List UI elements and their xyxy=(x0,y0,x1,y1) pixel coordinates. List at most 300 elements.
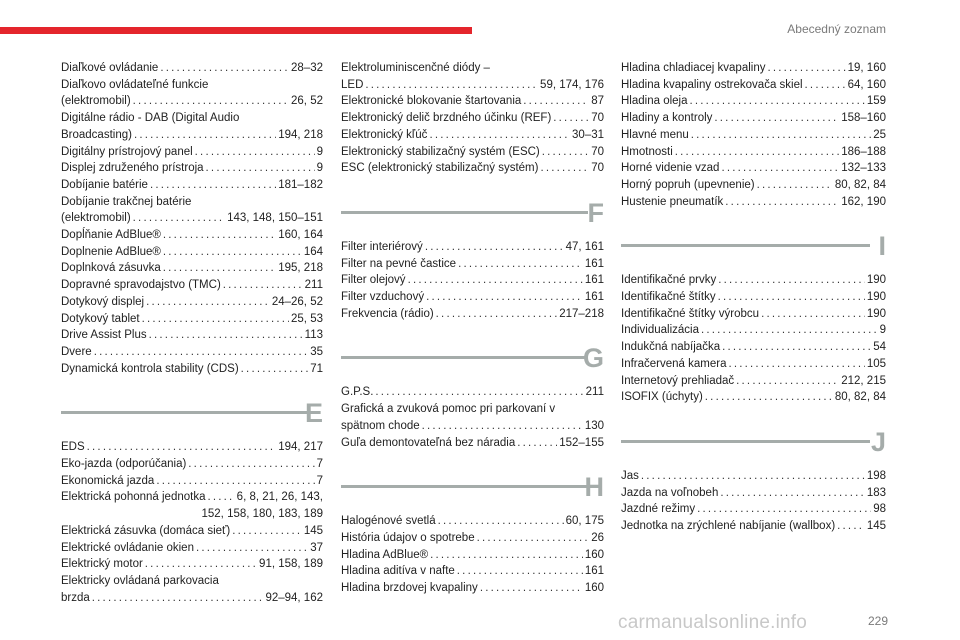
index-entry-row xyxy=(621,289,886,306)
index-entry-row xyxy=(341,530,604,547)
index-entry-pages: 130 xyxy=(584,419,604,432)
index-entry-row xyxy=(61,93,323,110)
index-entry-row xyxy=(341,435,604,452)
index-entry xyxy=(341,93,604,110)
index-entry-row xyxy=(61,540,323,557)
index-entry-row xyxy=(61,473,323,490)
index-entry xyxy=(61,489,323,522)
dot-leader xyxy=(736,373,839,390)
index-entry-row xyxy=(621,501,886,518)
index-entry-pages: 37 xyxy=(310,541,323,554)
dot-leader xyxy=(805,77,846,94)
index-entry-term: Hladina AdBlue® xyxy=(341,548,429,561)
index-entry-row xyxy=(61,227,323,244)
dot-leader xyxy=(725,194,839,211)
index-entry-pages: 71 xyxy=(310,362,323,375)
index-entry-pages: 194, 218 xyxy=(278,128,323,141)
index-entry-pages: 26, 52 xyxy=(291,95,323,108)
index-entry-pages: 160, 164 xyxy=(278,229,323,242)
section-letter-i: I xyxy=(878,231,886,262)
section-header-e xyxy=(61,399,323,449)
dot-leader xyxy=(163,227,276,244)
dot-leader xyxy=(208,489,235,506)
entries-h-cont xyxy=(621,60,886,210)
index-entry xyxy=(621,322,886,339)
index-entry-row xyxy=(621,144,886,161)
index-entry xyxy=(621,501,886,518)
index-entry-row xyxy=(621,373,886,390)
accent-bar xyxy=(0,27,472,34)
section-header-i xyxy=(621,232,886,282)
index-entry-row xyxy=(341,77,604,94)
dot-leader xyxy=(223,277,303,294)
index-entry-pages: 190 xyxy=(866,291,886,304)
section-header-j xyxy=(621,428,886,478)
dot-leader xyxy=(163,260,277,277)
index-entry-row xyxy=(61,294,323,311)
index-entry-term: Hladina brzdovej kvapaliny xyxy=(341,582,478,595)
page-header-title: Abecedný zoznam xyxy=(787,22,886,36)
section-letter-g: G xyxy=(582,343,604,374)
index-entry xyxy=(61,361,323,378)
dot-leader xyxy=(697,501,871,518)
index-entry xyxy=(621,389,886,406)
index-entry-term: Diaľkové ovládanie xyxy=(61,62,159,74)
index-entry-term: Drive Assist Plus xyxy=(61,329,147,342)
index-entry-term: Hladina kvapaliny ostrekovača skiel xyxy=(621,78,803,91)
index-entry-term: Jazda na voľnobeh xyxy=(621,486,719,499)
index-entry-row xyxy=(621,339,886,356)
dot-leader xyxy=(761,306,865,323)
dot-leader xyxy=(188,456,314,473)
index-entry-row xyxy=(621,160,886,177)
section-header-f xyxy=(341,199,604,249)
index-entry-pages: 59, 174, 176 xyxy=(540,78,604,91)
dot-leader xyxy=(767,60,845,77)
index-entry-row xyxy=(341,272,604,289)
index-entry-pages: 198 xyxy=(866,469,886,482)
index-entry-row xyxy=(341,306,604,323)
dot-leader xyxy=(714,110,839,127)
index-entry xyxy=(61,244,323,261)
entries-h xyxy=(341,513,604,597)
section-letter-f: F xyxy=(587,197,604,228)
index-entry-term: Elektrický motor xyxy=(61,558,143,571)
dot-leader xyxy=(523,93,589,110)
index-entry xyxy=(61,523,323,540)
index-entry-pages: 9 xyxy=(316,145,323,158)
index-entry xyxy=(621,144,886,161)
dot-leader xyxy=(146,294,270,311)
index-entry-pages: 98 xyxy=(873,503,886,516)
index-entry-heading: Digitálne rádio - DAB (Digital Audio xyxy=(61,112,240,125)
index-entry xyxy=(61,227,323,244)
index-entry-pages: 159 xyxy=(866,95,886,108)
index-entry-row xyxy=(61,277,323,294)
index-entry xyxy=(621,177,886,194)
dot-leader xyxy=(720,485,864,502)
index-entry-pages: 160 xyxy=(584,582,604,595)
index-entry xyxy=(61,260,323,277)
index-entry-term: Filter vzduchový xyxy=(341,291,425,304)
dot-leader xyxy=(142,311,289,328)
index-entry-row xyxy=(621,389,886,406)
index-entry-row xyxy=(341,127,604,144)
index-entry-row xyxy=(61,456,323,473)
index-entry-row xyxy=(341,289,604,306)
index-entry-term: Elektrické ovládanie okien xyxy=(61,541,194,554)
index-entry xyxy=(621,110,886,127)
dot-leader xyxy=(480,580,583,597)
index-entry-row xyxy=(61,144,323,161)
index-entry-pages: 113 xyxy=(304,329,323,342)
dot-leader xyxy=(133,93,289,110)
index-entry-term: Elektrická zásuvka (domáca sieť) xyxy=(61,524,231,537)
index-entry-term: Elektronický delič brzdného účinku (REF) xyxy=(341,112,552,125)
index-entry xyxy=(341,256,604,273)
index-entry-pages: 211 xyxy=(304,279,323,292)
index-entry xyxy=(341,435,604,452)
index-entry-term: Hustenie pneumatík xyxy=(621,195,724,208)
index-entry-heading: Elektricky ovládaná parkovacia xyxy=(61,574,219,587)
index-entry-pages: 217–218 xyxy=(559,307,604,320)
index-entry-pages: 6, 8, 21, 26, 143, xyxy=(236,491,323,504)
page-number: 229 xyxy=(867,614,888,628)
index-entry-pages: 160 xyxy=(584,548,604,561)
index-entry-term: Infračervená kamera xyxy=(621,357,727,370)
index-entry-pages: 152–155 xyxy=(559,436,604,449)
index-entry-row xyxy=(341,160,604,177)
index-entry xyxy=(61,194,323,227)
index-entry-pages: 212, 215 xyxy=(841,374,886,387)
index-entry-term: Elektronický stabilizačný systém (ESC) xyxy=(341,145,540,158)
dot-leader xyxy=(206,160,315,177)
index-entry-pages: 190 xyxy=(866,274,886,287)
index-entry-term: Hladiny a kontroly xyxy=(621,112,713,125)
index-entry-term: Hladina aditíva v nafte xyxy=(341,565,455,578)
dot-leader xyxy=(134,127,276,144)
index-entry-pages: 28–32 xyxy=(291,62,323,74)
index-entry xyxy=(621,485,886,502)
dot-leader xyxy=(705,389,833,406)
index-entry-heading: Dobíjanie trakčnej batérie xyxy=(61,195,192,208)
dot-leader xyxy=(94,344,309,361)
index-entry-pages: 80, 82, 84 xyxy=(834,391,886,404)
index-entry-pages: 143, 148, 150–151 xyxy=(227,212,323,225)
index-entry-row xyxy=(621,110,886,127)
index-entry-term: Hmotnosti xyxy=(621,145,673,158)
dot-leader xyxy=(195,144,315,161)
index-entry-term: Elektronické blokovanie štartovania xyxy=(341,95,522,108)
index-entry-term: Dynamická kontrola stability (CDS) xyxy=(61,362,239,375)
index-entry xyxy=(341,110,604,127)
index-entry xyxy=(341,547,604,564)
index-entry-term: Hladina chladiacej kvapaliny xyxy=(621,62,766,74)
dot-leader xyxy=(429,127,570,144)
section-rule xyxy=(621,440,870,443)
dot-leader xyxy=(837,518,865,535)
dot-leader xyxy=(477,530,590,547)
index-column-1 xyxy=(61,60,323,606)
index-entry xyxy=(341,563,604,580)
dot-leader xyxy=(133,210,225,227)
index-entry xyxy=(621,93,886,110)
index-entry-pages: 54 xyxy=(873,341,886,354)
dot-leader xyxy=(365,77,538,94)
dot-leader xyxy=(517,435,557,452)
index-entry-term: brzda xyxy=(61,591,90,604)
index-entry xyxy=(61,60,323,77)
index-entry xyxy=(61,294,323,311)
index-entry xyxy=(61,144,323,161)
index-entry-term: G.P.S. xyxy=(341,386,374,399)
entries-j xyxy=(621,468,886,535)
index-entry-row xyxy=(61,344,323,361)
index-entry-pages: 9 xyxy=(879,324,886,337)
index-entry xyxy=(341,530,604,547)
index-entry-row xyxy=(341,93,604,110)
dot-leader xyxy=(458,256,583,273)
index-entry-row xyxy=(61,260,323,277)
index-entry-pages: 9 xyxy=(316,162,323,175)
index-entry-pages: 181–182 xyxy=(278,178,323,191)
index-entry-row xyxy=(621,60,886,77)
index-entry-term: Broadcasting) xyxy=(61,128,132,141)
entries-g xyxy=(341,384,604,451)
index-entry-term: Hlavné menu xyxy=(621,128,689,141)
index-entry-pages: 183 xyxy=(866,486,886,499)
index-entry xyxy=(61,344,323,361)
dot-leader xyxy=(232,523,302,540)
index-entry-row xyxy=(621,306,886,323)
dot-leader xyxy=(426,289,583,306)
dot-leader xyxy=(196,540,308,557)
index-entry xyxy=(61,160,323,177)
index-entry xyxy=(61,77,323,110)
index-entry-term: Dopravné spravodajstvo (TMC) xyxy=(61,279,221,292)
index-entry-term: Filter interiérový xyxy=(341,240,423,253)
index-entry-pages: 145 xyxy=(866,520,886,533)
index-entry-row xyxy=(621,77,886,94)
index-entry-pages: 190 xyxy=(866,307,886,320)
index-entry-pages: 92–94, 162 xyxy=(265,591,323,604)
index-entry-term: EDS xyxy=(61,441,85,454)
index-entry-term: Jas xyxy=(621,469,639,482)
index-entry xyxy=(61,556,323,573)
dot-leader xyxy=(156,473,314,490)
section-letter-h: H xyxy=(584,472,604,503)
dot-leader xyxy=(691,127,871,144)
index-entry-row xyxy=(61,127,323,144)
index-entry-pages: 64, 160 xyxy=(847,78,886,91)
index-entry-pages: 70 xyxy=(591,145,604,158)
index-entry-pages: 161 xyxy=(584,291,604,304)
index-entry-pages: 161 xyxy=(584,565,604,578)
index-entry-term: (elektromobil) xyxy=(61,212,131,225)
entries-e-cont xyxy=(341,60,604,177)
entries-f xyxy=(341,239,604,323)
dot-leader xyxy=(150,177,276,194)
index-entry-row xyxy=(621,485,886,502)
index-entry-term: Elektronický kľúč xyxy=(341,128,428,141)
entries-e xyxy=(61,439,323,606)
dot-leader xyxy=(457,563,583,580)
section-rule xyxy=(341,485,588,488)
section-letter-j: J xyxy=(870,426,886,457)
index-entry-row xyxy=(621,518,886,535)
index-entry-pages: 158–160 xyxy=(841,112,886,125)
index-entry-row xyxy=(61,244,323,261)
index-entry-term: Individualizácia xyxy=(621,324,699,337)
index-entry-term: Identifikačné štítky xyxy=(621,291,716,304)
index-entry-term: ESC (elektronický stabilizačný systém) xyxy=(341,162,539,175)
index-entry-pages: 19, 160 xyxy=(847,62,886,74)
index-entry xyxy=(341,580,604,597)
index-entry xyxy=(61,573,323,606)
index-entry-pages: 80, 82, 84 xyxy=(834,178,886,191)
index-entry xyxy=(341,160,604,177)
index-entry-pages: 26 xyxy=(591,531,604,544)
index-entry-pages: 7 xyxy=(316,458,323,471)
index-entry-term: Dopĺňanie AdBlue® xyxy=(61,229,161,242)
index-entry-pages: 87 xyxy=(591,95,604,108)
index-entry-row xyxy=(621,93,886,110)
index-entry-row xyxy=(341,256,604,273)
index-entry xyxy=(621,306,886,323)
index-entry-term: Filter olejový xyxy=(341,274,406,287)
index-entry xyxy=(621,339,886,356)
index-entry-pages: 162, 190 xyxy=(841,195,886,208)
index-entry-term: ISOFIX (úchyty) xyxy=(621,391,703,404)
index-entry xyxy=(61,311,323,328)
index-entry-row xyxy=(61,177,323,194)
index-entry xyxy=(61,456,323,473)
index-entry xyxy=(621,194,886,211)
index-entry-term: Indukčná nabíjačka xyxy=(621,341,721,354)
index-entry-term: Hladina oleja xyxy=(621,95,688,108)
index-entry-pages: 161 xyxy=(584,274,604,287)
dot-leader xyxy=(430,547,583,564)
index-entry xyxy=(341,289,604,306)
index-entry-term: História údajov o spotrebe xyxy=(341,531,475,544)
index-entry xyxy=(341,306,604,323)
index-entry xyxy=(621,60,886,77)
index-entry xyxy=(341,60,604,93)
index-entry xyxy=(621,356,886,373)
index-entry-term: Filter na pevné častice xyxy=(341,257,457,270)
index-entry-pages: 195, 218 xyxy=(278,262,323,275)
index-entry xyxy=(621,289,886,306)
index-entry-term: Elektrická pohonná jednotka xyxy=(61,491,206,504)
index-entry-row xyxy=(61,160,323,177)
index-entry xyxy=(61,540,323,557)
dot-leader xyxy=(675,144,839,161)
index-entry-pages: 194, 217 xyxy=(278,441,323,454)
index-entry-term: Jazdné režimy xyxy=(621,503,696,516)
index-column-3 xyxy=(621,60,886,535)
index-entry-term: Horné videnie vzad xyxy=(621,162,720,175)
section-header-h xyxy=(341,473,604,523)
dot-leader xyxy=(149,327,303,344)
index-entry-pages: 186–188 xyxy=(841,145,886,158)
dot-leader xyxy=(542,144,589,161)
dot-leader xyxy=(241,361,309,378)
index-entry-row xyxy=(621,127,886,144)
index-entry-heading: Diaľkovo ovládateľné funkcie xyxy=(61,78,209,91)
index-entry-heading: Elektroluminiscenčné diódy – xyxy=(341,62,490,74)
watermark: carmanualsonline.info xyxy=(618,612,808,633)
index-entry-pages: 161 xyxy=(584,257,604,270)
index-column-2 xyxy=(341,60,604,597)
index-entry-row xyxy=(341,110,604,127)
dot-leader xyxy=(540,160,589,177)
index-entry-row xyxy=(61,523,323,540)
index-entry-row xyxy=(61,327,323,344)
dot-leader xyxy=(163,244,302,261)
index-entry-term: spätnom chode xyxy=(341,419,420,432)
index-entry xyxy=(621,373,886,390)
index-entry-row xyxy=(61,489,323,506)
index-entry-pages: 211 xyxy=(585,386,604,399)
dot-leader xyxy=(408,272,583,289)
index-entry-term: Eko-jazda (odporúčania) xyxy=(61,458,187,471)
index-entry-term: Doplnenie AdBlue® xyxy=(61,245,161,258)
index-entry-pages: 105 xyxy=(866,357,886,370)
dot-leader xyxy=(145,556,257,573)
entries-i xyxy=(621,272,886,406)
index-entry xyxy=(341,401,604,434)
index-entry xyxy=(61,177,323,194)
dot-leader xyxy=(721,160,839,177)
index-entry-row xyxy=(341,547,604,564)
dot-leader xyxy=(422,418,583,435)
index-entry-pages-continued: 152, 158, 180, 183, 189 xyxy=(201,508,323,521)
index-entry xyxy=(61,277,323,294)
index-entry-row xyxy=(341,418,604,435)
index-entry-row xyxy=(61,590,323,607)
dot-leader xyxy=(553,110,589,127)
index-entry-pages: 70 xyxy=(591,162,604,175)
index-entry-term: Frekvencia (rádio) xyxy=(341,307,434,320)
index-entry-term: Horný popruh (upevnenie) xyxy=(621,178,755,191)
index-entry-pages: 47, 161 xyxy=(565,240,604,253)
index-entry-term: Ekonomická jazda xyxy=(61,474,155,487)
index-entry-pages: 60, 175 xyxy=(565,515,604,528)
index-entry-term: Dotykový tablet xyxy=(61,312,140,325)
index-entry xyxy=(341,127,604,144)
dot-leader xyxy=(92,590,264,607)
index-entry-term: Doplnková zásuvka xyxy=(61,262,161,275)
index-entry-term: Jednotka na zrýchlené nabíjanie (wallbox) xyxy=(621,520,836,533)
section-header-g xyxy=(341,344,604,394)
section-rule xyxy=(341,211,588,214)
index-entry-row xyxy=(61,210,323,227)
index-entry-term: (elektromobil) xyxy=(61,95,131,108)
entries-d xyxy=(61,60,323,377)
index-entry-row xyxy=(341,580,604,597)
dot-leader xyxy=(701,322,878,339)
index-entry xyxy=(61,327,323,344)
index-entry-row xyxy=(621,356,886,373)
dot-leader xyxy=(718,289,865,306)
section-rule xyxy=(341,356,588,359)
index-entry-pages: 35 xyxy=(310,345,323,358)
index-entry-pages: 164 xyxy=(303,245,323,258)
section-rule xyxy=(621,244,870,247)
index-entry-term: Guľa demontovateľná bez náradia xyxy=(341,436,516,449)
dot-leader xyxy=(728,356,864,373)
index-entry-term: Dvere xyxy=(61,345,92,358)
